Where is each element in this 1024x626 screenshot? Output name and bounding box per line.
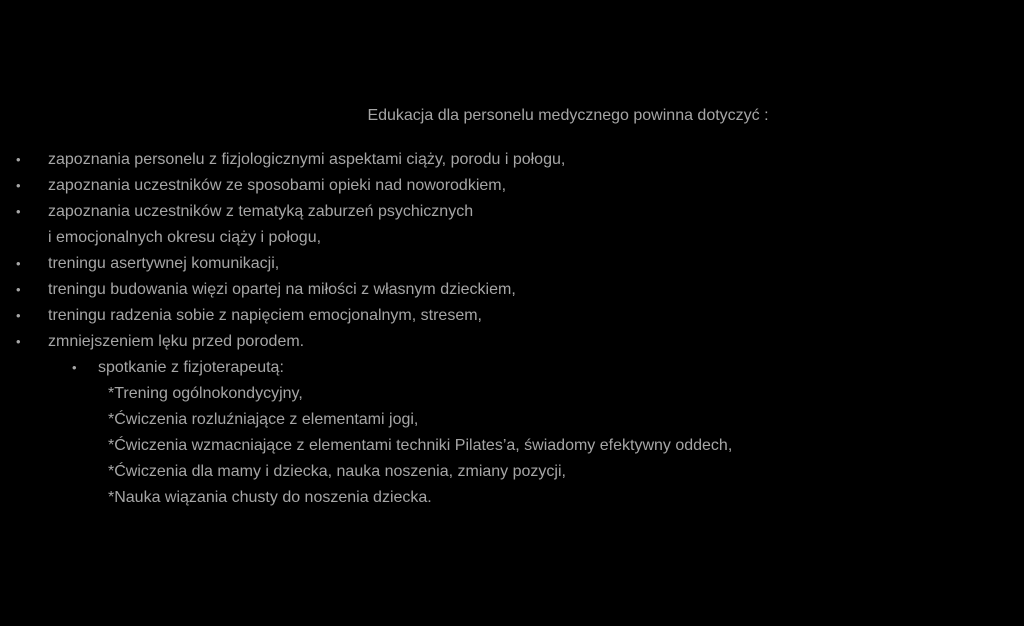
bullet-icon: •	[16, 204, 21, 219]
list-item-text: i emocjonalnych okresu ciąży i połogu,	[48, 229, 322, 246]
list-item-text: spotkanie z fizjoterapeutą:	[98, 359, 284, 376]
list-item-text: *Ćwiczenia dla mamy i dziecka, nauka noszenia, zmiany pozycji,	[108, 463, 566, 480]
list-item	[0, 147, 1024, 173]
slide-title	[0, 106, 1024, 126]
sub-list-entry	[0, 433, 1024, 459]
sub-list-entry	[0, 459, 1024, 485]
sub-list-entry	[0, 407, 1024, 433]
list-item-text: treningu asertywnej komunikacji,	[48, 255, 280, 272]
bullet-icon: •	[16, 256, 21, 271]
list-item-text: *Ćwiczenia rozluźniające z elementami jogi,	[108, 411, 419, 428]
bullet-list	[0, 147, 1024, 511]
list-item-text: treningu budowania więzi opartej na miłości z własnym dzieckiem,	[48, 281, 516, 298]
list-item-text: treningu radzenia sobie z napięciem emocjonalnym, stresem,	[48, 307, 482, 324]
list-item-text: zmniejszeniem lęku przed porodem.	[48, 333, 305, 350]
sub-list-item	[0, 355, 1024, 381]
list-item-text: zapoznania uczestników z tematyką zaburzeń psychicznych	[48, 203, 474, 220]
list-item-text: *Nauka wiązania chusty do noszenia dziecka.	[108, 489, 432, 506]
bullet-icon: •	[16, 334, 21, 349]
list-item	[0, 277, 1024, 303]
list-item-text: *Trening ogólnokondycyjny,	[108, 385, 303, 402]
slide-title-text: Edukacja dla personelu medycznego powinna dotyczyć :	[367, 107, 769, 124]
list-item	[0, 251, 1024, 277]
bullet-icon: •	[16, 178, 21, 193]
list-item-text: *Ćwiczenia wzmacniające z elementami techniki Pilates’a, świadomy efektywny oddech,	[108, 437, 733, 454]
list-item	[0, 199, 1024, 225]
bullet-icon: •	[16, 308, 21, 323]
list-item	[0, 303, 1024, 329]
list-item-continuation	[0, 225, 1024, 251]
sub-list-entry	[0, 381, 1024, 407]
list-item	[0, 173, 1024, 199]
bullet-icon: •	[16, 152, 21, 167]
list-item-text: zapoznania personelu z fizjologicznymi aspektami ciąży, porodu i połogu,	[48, 151, 566, 168]
sub-list-entry	[0, 485, 1024, 511]
list-item-text: zapoznania uczestników ze sposobami opieki nad noworodkiem,	[48, 177, 507, 194]
list-item	[0, 329, 1024, 355]
bullet-icon: •	[16, 282, 21, 297]
bullet-icon: •	[72, 360, 77, 375]
